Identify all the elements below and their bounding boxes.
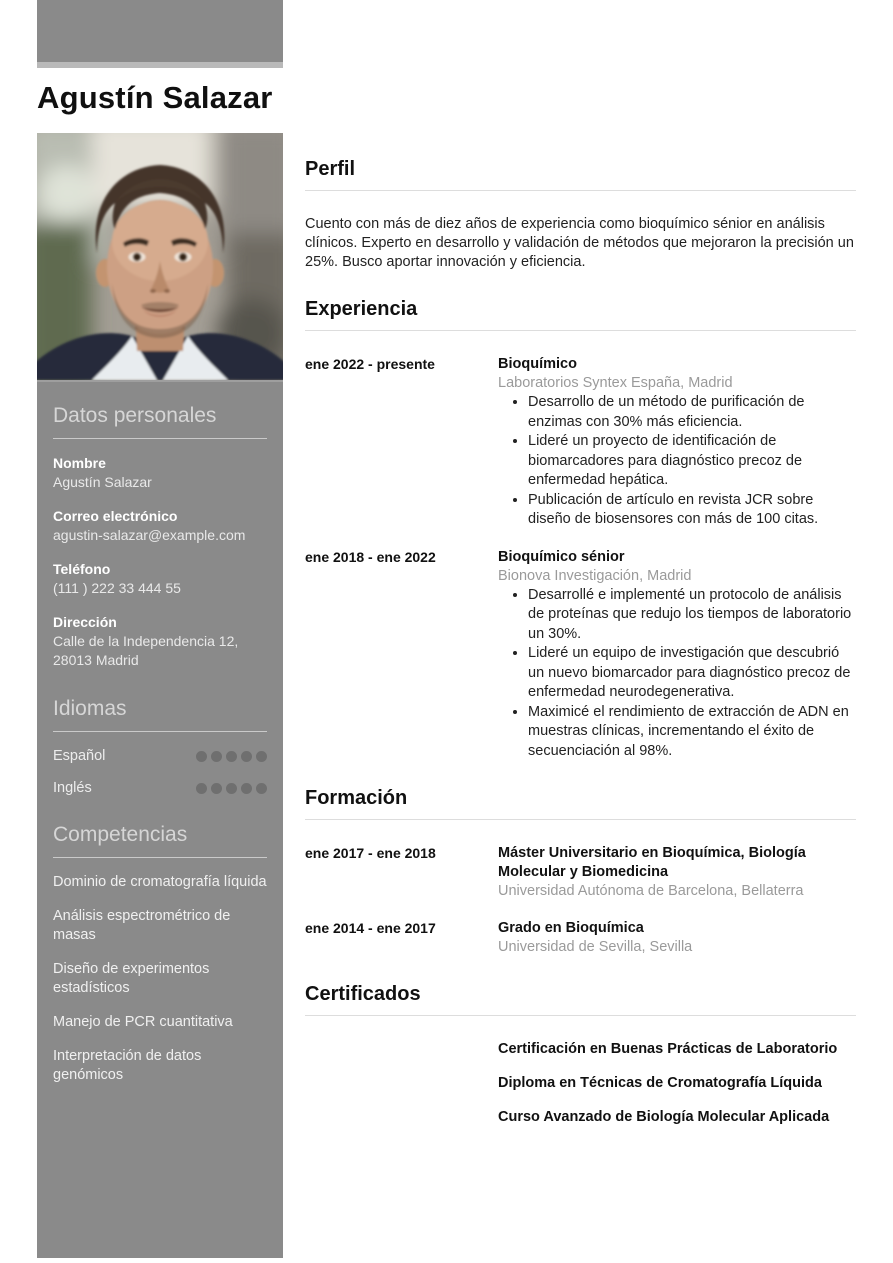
field-address — [53, 613, 267, 670]
main-content — [305, 158, 856, 1160]
phone-value: (111 ) 222 33 444 55 — [53, 580, 181, 596]
field-label: Dirección — [53, 614, 117, 630]
language-level-dots — [196, 783, 267, 794]
entry-dates: ene 2017 - ene 2018 — [305, 845, 436, 861]
level-dot — [256, 751, 267, 762]
education-entry — [305, 844, 856, 901]
level-dot — [196, 751, 207, 762]
certificate-item: Certificación en Buenas Prácticas de Laboratorio — [498, 1041, 838, 1057]
level-dot — [196, 783, 207, 794]
profile-section-title: Perfil — [305, 158, 856, 191]
field-email — [53, 507, 267, 545]
experience-entry — [305, 355, 856, 530]
skill-item: Manejo de PCR cuantitativa — [53, 1014, 233, 1030]
job-bullets — [498, 586, 856, 762]
degree-title: Grado en Bioquímica — [498, 920, 644, 936]
language-name: Inglés — [53, 780, 92, 796]
field-label: Nombre — [53, 455, 106, 471]
field-value: Agustín Salazar — [53, 474, 152, 490]
sidebar — [37, 380, 283, 1258]
job-bullet: • Lideré un proyecto de identificación de biomarcadores para diagnóstico precoz de enfermedad hepática. — [528, 432, 856, 491]
profile-photo — [37, 133, 283, 380]
job-bullet: • Desarrollé e implementé un protocolo de análisis de proteínas que redujo los tiempos de laboratorio un 30%. — [528, 586, 856, 645]
header-banner-strip — [37, 62, 283, 68]
job-organization: Laboratorios Syntex España, Madrid — [498, 375, 733, 391]
email-value: agustin-salazar@example.com — [53, 527, 246, 543]
job-title: Bioquímico sénior — [498, 548, 625, 565]
entry-body — [498, 355, 856, 530]
profile-text: Cuento con más de diez años de experiencia como bioquímico sénior en análisis clínicos. Experto en desarrollo y validación de métodos que mejoraron la precisión un 25%. Busco aportar innovación y eficiencia. — [305, 216, 854, 270]
languages-title: Idiomas — [53, 697, 267, 732]
entry-dates: ene 2014 - ene 2017 — [305, 920, 436, 936]
job-title: Bioquímico — [498, 356, 577, 372]
job-bullet: • Maximicé el rendimiento de extracción de ADN en muestras clínicas, incrementando el éxito de secuenciación al 98%. — [528, 703, 856, 762]
personal-data-title: Datos personales — [53, 404, 267, 439]
level-dot — [226, 783, 237, 794]
skills-title: Competencias — [53, 823, 267, 858]
entry-body — [498, 1040, 856, 1142]
level-dot — [226, 751, 237, 762]
entry-dates: ene 2022 - presente — [305, 356, 435, 372]
certificate-item: Diploma en Técnicas de Cromatografía Líquida — [498, 1075, 822, 1091]
field-nombre — [53, 454, 267, 492]
school-name: Universidad Autónoma de Barcelona, Bellaterra — [498, 883, 804, 899]
experience-entries — [305, 355, 856, 761]
skill-item: Análisis espectrométrico de masas — [53, 908, 231, 943]
level-dot — [211, 751, 222, 762]
field-label: Correo electrónico — [53, 508, 178, 524]
language-row-espanol — [53, 748, 267, 764]
field-label: Teléfono — [53, 561, 111, 577]
candidate-name: Agustín Salazar — [37, 80, 273, 115]
experience-entry — [305, 548, 856, 762]
skill-item: Interpretación de datos genómicos — [53, 1048, 202, 1083]
school-name: Universidad de Sevilla, Sevilla — [498, 939, 693, 955]
portrait-illustration — [37, 133, 283, 380]
education-entries — [305, 844, 856, 957]
certificate-entry — [305, 1040, 856, 1142]
language-level-dots — [196, 751, 267, 762]
education-entry — [305, 919, 856, 957]
job-bullet: • Publicación de artículo en revista JCR sobre diseño de biosensores con más de 100 citas. — [528, 491, 856, 530]
header-banner — [37, 0, 283, 62]
certificate-entries — [305, 1040, 856, 1142]
job-bullet: • Lideré un equipo de investigación que descubrió un nuevo biomarcador para diagnóstico precoz de enfermedad neurodegenerativa. — [528, 644, 856, 703]
language-row-ingles — [53, 780, 267, 796]
field-phone — [53, 560, 267, 598]
entry-dates: ene 2018 - ene 2022 — [305, 548, 436, 565]
job-organization: Bionova Investigación, Madrid — [498, 567, 692, 584]
address-value: Calle de la Independencia 12, 28013 Madrid — [53, 633, 239, 668]
education-section-title: Formación — [305, 787, 856, 820]
job-bullets — [498, 393, 856, 530]
entry-dates-empty — [305, 1040, 498, 1142]
entry-body — [498, 844, 856, 901]
job-bullet: • Desarrollo de un método de purificación de enzimas con 30% más eficiencia. — [528, 393, 856, 432]
language-name: Español — [53, 748, 106, 764]
entry-body — [498, 548, 856, 762]
level-dot — [256, 783, 267, 794]
skill-item: Diseño de experimentos estadísticos — [53, 961, 210, 996]
experience-section-title: Experiencia — [305, 298, 856, 331]
level-dot — [211, 783, 222, 794]
degree-title: Máster Universitario en Bioquímica, Biología Molecular y Biomedicina — [498, 845, 806, 880]
entry-body — [498, 919, 856, 957]
level-dot — [241, 751, 252, 762]
certificates-section-title: Certificados — [305, 983, 856, 1016]
level-dot — [241, 783, 252, 794]
certificate-item: Curso Avanzado de Biología Molecular Aplicada — [498, 1109, 830, 1125]
skill-item: Dominio de cromatografía líquida — [53, 874, 267, 890]
